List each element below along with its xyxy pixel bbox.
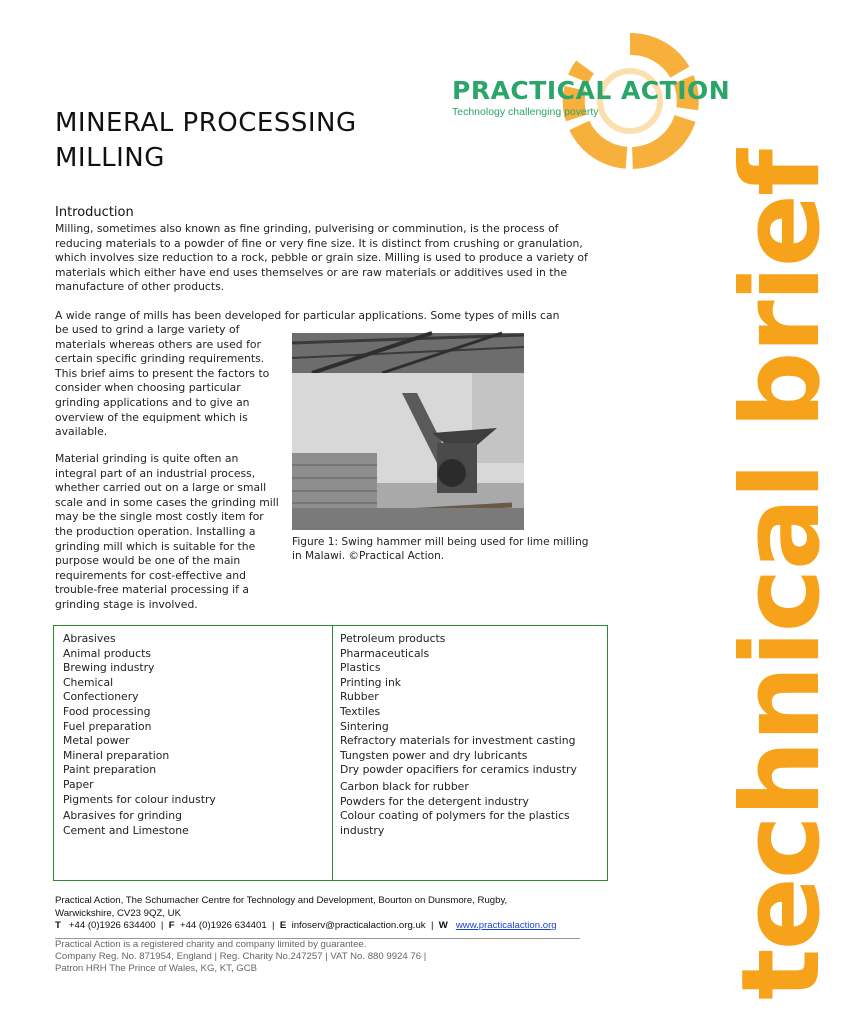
phone-number: +44 (0)1926 634400	[68, 920, 156, 931]
hammer-mill-photo	[292, 333, 524, 530]
list-item: Paper	[63, 777, 94, 791]
applications-table-divider	[332, 625, 333, 881]
brand-name: PRACTICAL ACTION	[452, 76, 731, 105]
introduction-heading: Introduction	[55, 205, 134, 220]
applications-right-column	[340, 632, 602, 838]
list-item: Refractory materials for investment casting	[340, 734, 576, 748]
list-item: Rubber	[340, 690, 379, 704]
list-item: Pigments for colour industry	[63, 792, 216, 806]
list-item: Dry powder opacifiers for ceramics industry	[340, 763, 577, 777]
page-title	[55, 106, 357, 176]
applications-left-column	[63, 632, 325, 838]
list-item: Colour coating of polymers for the plastics industry	[340, 809, 570, 837]
figure-caption	[292, 535, 622, 563]
intro-paragraph-2-rest: be used to grind a large variety of materials whereas others are used for certain specific grinding requirements. This brief aims to present the factors to consider when choosing particular grinding applications and to give an overview of the equipment which is available.	[55, 323, 270, 439]
list-item: Cement and Limestone	[63, 823, 189, 837]
list-item: Petroleum products	[340, 632, 446, 645]
list-item: Abrasives for grinding	[63, 809, 182, 823]
list-item: Paint preparation	[63, 763, 157, 777]
list-item: Brewing industry	[63, 661, 155, 675]
list-item: Plastics	[340, 661, 381, 675]
phone-label: T	[55, 920, 61, 931]
footer-contact-line	[55, 920, 600, 933]
separator: |	[272, 920, 275, 931]
fax-label: F	[168, 920, 175, 931]
list-item: Textiles	[340, 704, 381, 718]
list-item: Sintering	[340, 719, 389, 733]
technical-brief-vertical-label: technical brief	[719, 150, 844, 1000]
list-item: Fuel preparation	[63, 719, 152, 733]
brand-tagline: Technology challenging poverty	[452, 106, 599, 118]
list-item: Chemical	[63, 675, 114, 689]
list-item: Mineral preparation	[63, 748, 170, 762]
email-label: E	[279, 920, 287, 931]
intro-paragraph-3: Material grinding is quite often an integral part of an industrial process, whether carried out on a large or small scale and in some cases the grinding mill may be the single most costly item for the production operation. Installing a grinding mill which is suitable for the purpose would be one of the main requirements for cost-effective and trouble-free material processing if a grinding stage is involved.	[55, 452, 279, 611]
website-link[interactable]: www.practicalaction.org	[455, 920, 557, 931]
fax-number: +44 (0)1926 634401	[179, 920, 267, 931]
list-item: Metal power	[63, 734, 130, 748]
separator: |	[160, 920, 164, 931]
figure-caption-line-2: in Malawi. ©Practical Action.	[292, 550, 445, 562]
registration-details: Company Reg. No. 871954, England | Reg. Charity No.247257 | VAT No. 880 9924 76 |	[55, 951, 427, 963]
footer-address-line-1: Practical Action, The Schumacher Centre for Technology and Development, Bourton on Dunsmore, Rugby,	[55, 895, 508, 906]
footer-contact	[55, 895, 600, 933]
website-label: W	[438, 920, 448, 931]
charity-statement: Practical Action is a registered charity and company limited by guarantee.	[55, 939, 367, 950]
separator: |	[430, 920, 434, 931]
footer-address-line-2: Warwickshire, CV23 9QZ, UK	[55, 907, 181, 919]
list-item: Abrasives	[63, 632, 116, 645]
title-line-2: MILLING	[55, 143, 165, 173]
list-item: Printing ink	[340, 675, 402, 689]
list-item: Confectionery	[63, 690, 139, 704]
figure-caption-line-1: Figure 1: Swing hammer mill being used for lime milling	[292, 536, 589, 548]
intro-paragraph-1: Milling, sometimes also known as fine grinding, pulverising or comminution, is the process of reducing materials to a powder of fine or very fine size. It is distinct from crushing or granulation, which involves size reduction to a rock, pebble or grain size. Milling is used to produce a variety of materials which either have end uses themselves or are raw materials or additives used in the manufacture of other products.	[55, 222, 588, 294]
email-address: infoserv@practicalaction.org.uk	[291, 920, 426, 931]
list-item: Animal products	[63, 646, 151, 660]
list-item: Powders for the detergent industry	[340, 794, 529, 808]
list-item: Food processing	[63, 704, 151, 718]
list-item: Carbon black for rubber	[340, 779, 469, 793]
title-line-1: MINERAL PROCESSING	[55, 108, 357, 138]
intro-paragraph-2-first-line: A wide range of mills has been developed for particular applications. Some types of mills can	[55, 309, 560, 322]
list-item: Pharmaceuticals	[340, 646, 430, 660]
footer-legal	[55, 939, 600, 976]
list-item: Tungsten power and dry lubricants	[340, 748, 528, 762]
patron-line: Patron HRH The Prince of Wales, KG, KT, GCB	[55, 963, 258, 975]
